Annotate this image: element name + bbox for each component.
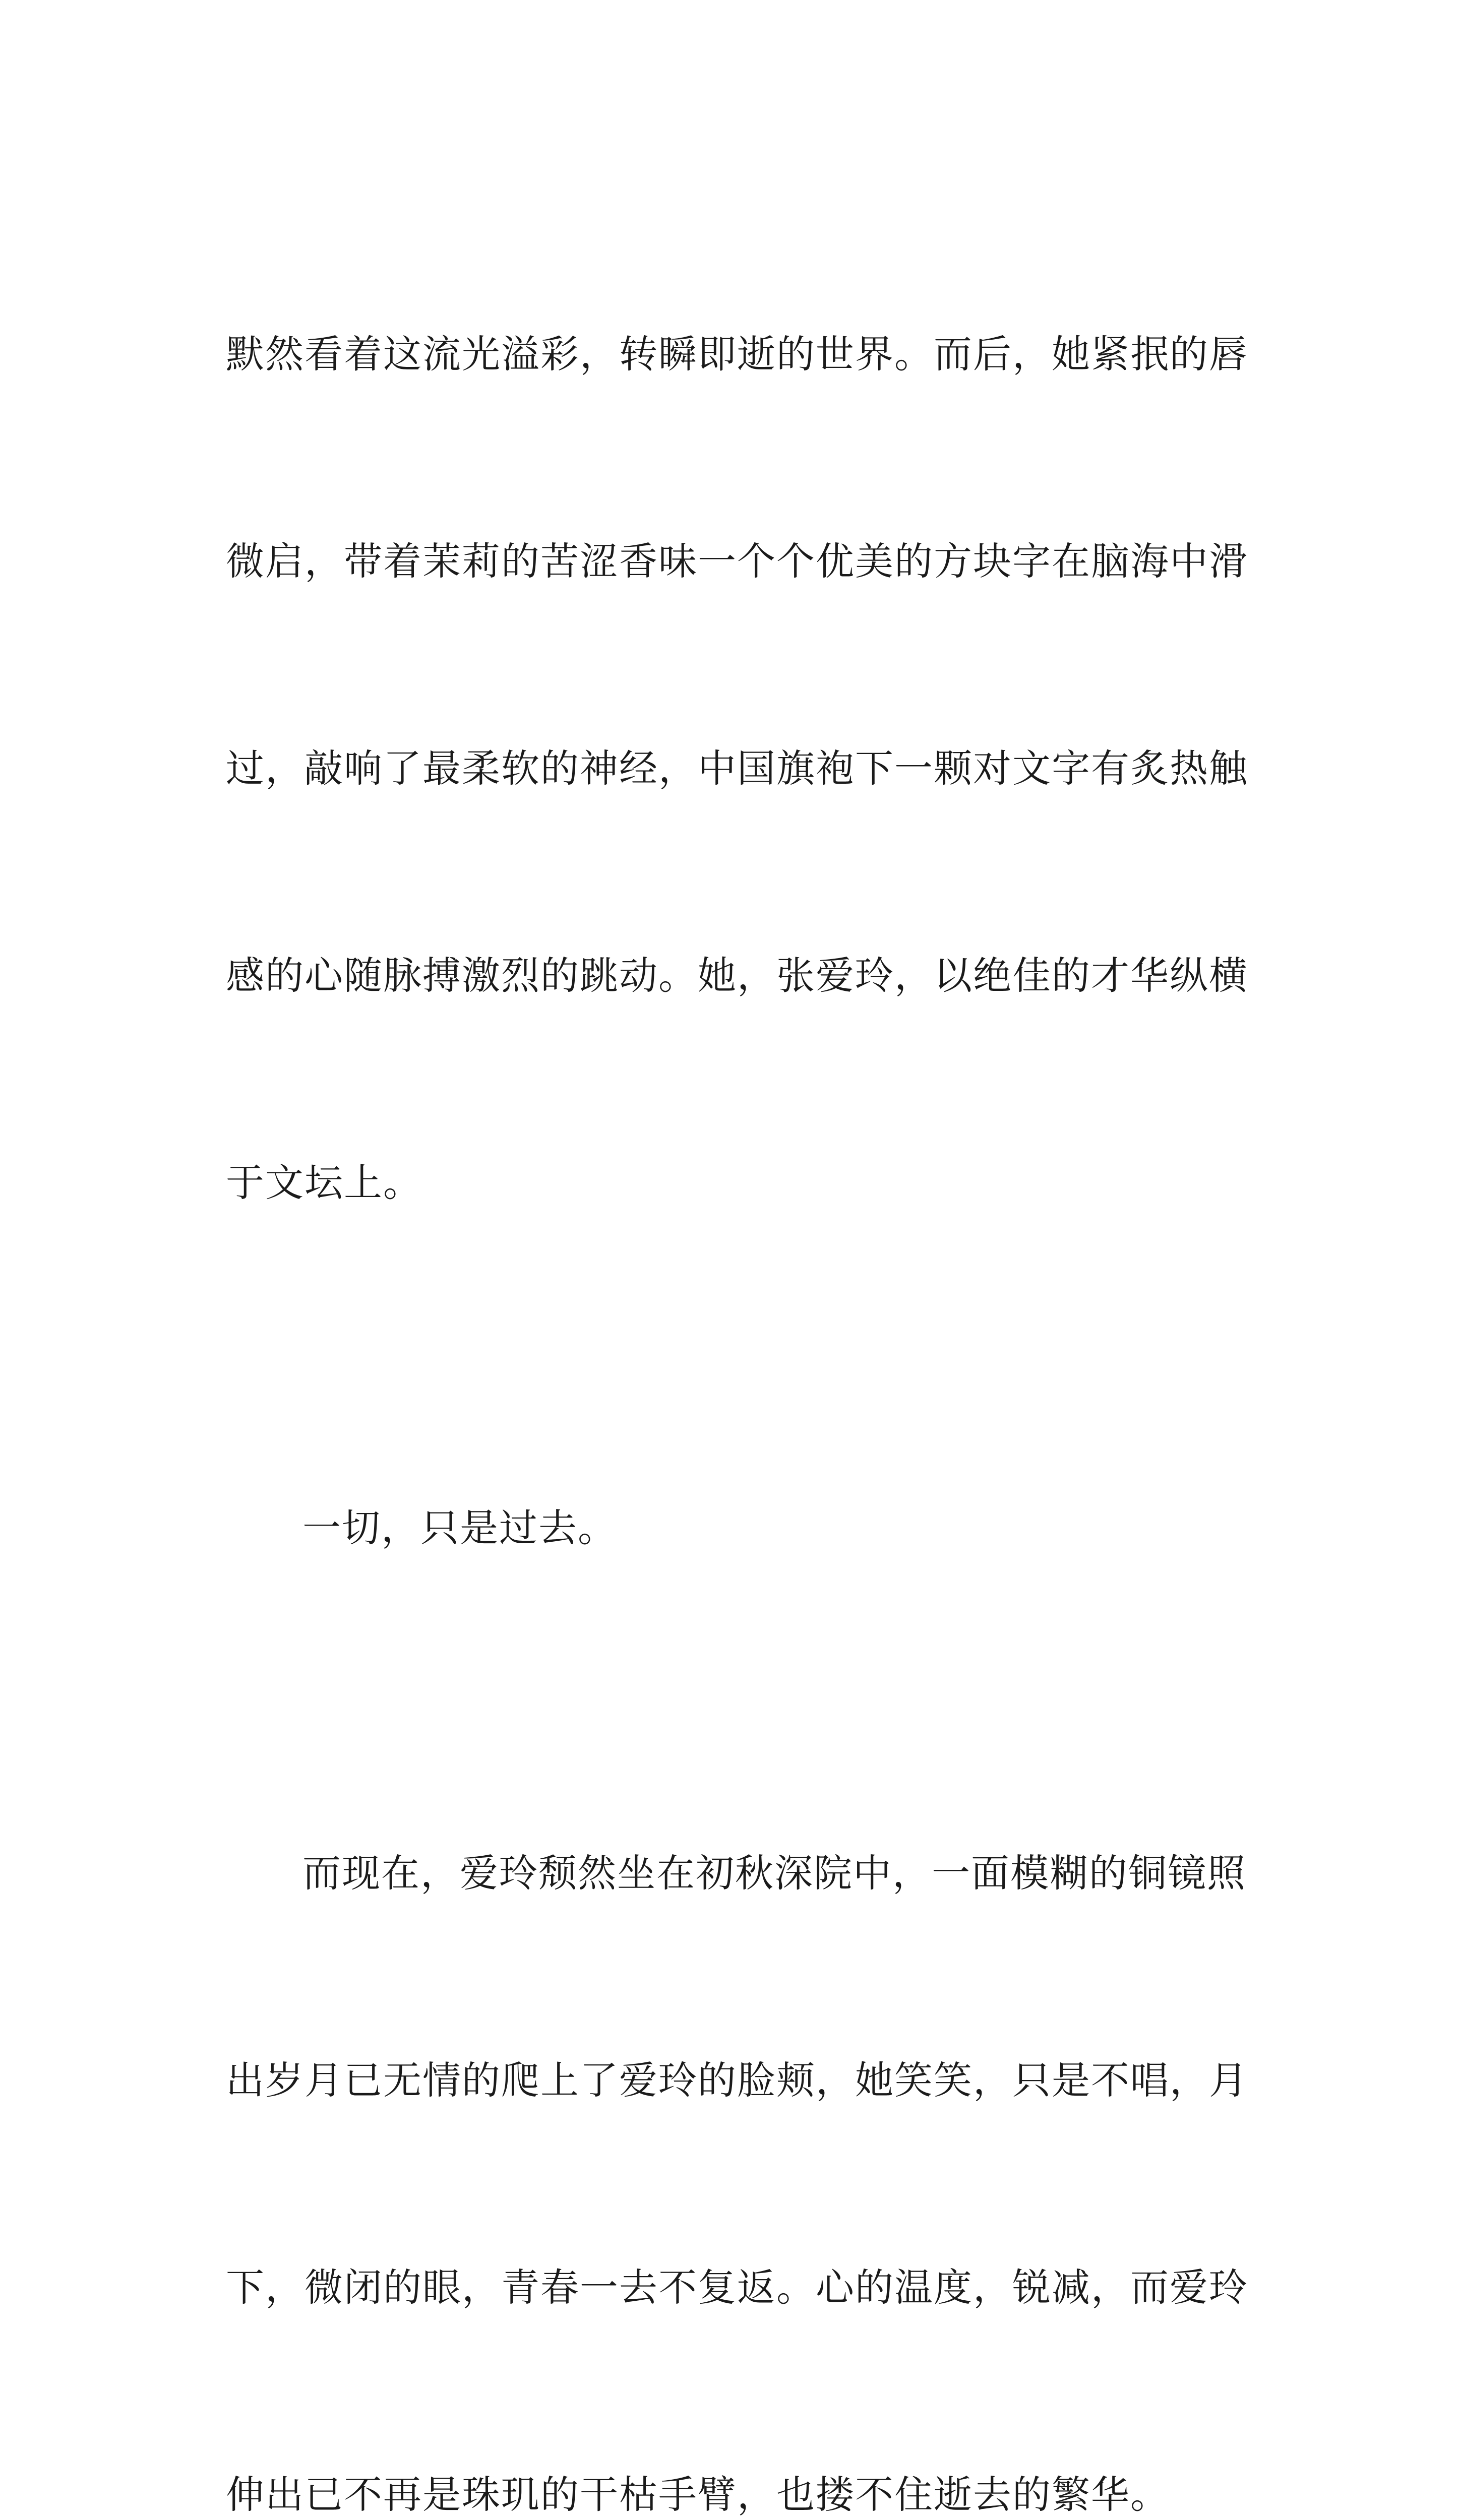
paragraph-2 — [226, 1355, 1239, 1700]
text-line: 伸出已不再是珠玑的干枯手臂，也搂不住逝去的繁华。 — [226, 2472, 1170, 2517]
document-body — [226, 181, 1248, 2520]
text-line: 过，敲响了最柔软的神经，中国旗袍下一颗对文字有炙热触 — [226, 746, 1248, 791]
text-line: 一切，只是过去。 — [302, 1505, 617, 1550]
text-line: 默然看着这流光溢彩，转瞬即逝的世界。而后，她紧抿的唇 — [226, 332, 1248, 376]
paragraph-3 — [226, 1700, 1248, 2520]
text-line: 出岁月已无情的爬上了爱玲的脸颊，她笑笑，只是不唱，月 — [226, 2058, 1248, 2103]
text-line: 微启，带着茉莉的苦涩香味一个个优美的方块字在脑海中滑 — [226, 539, 1248, 584]
text-line: 感的心随脉搏激烈的跳动。她，张爱玲，以绝佳的才华纵横 — [226, 953, 1248, 998]
text-line: 而现在，爱玲颓然坐在初秋深院中，一面模糊的铜镜照 — [302, 1851, 1246, 1896]
text-line: 于文坛上。 — [226, 1160, 422, 1205]
paragraph-1 — [226, 181, 1248, 1355]
text-line: 下，微闭的眼，青春一去不复返。心的温度，锐减，而爱玲 — [226, 2265, 1248, 2310]
